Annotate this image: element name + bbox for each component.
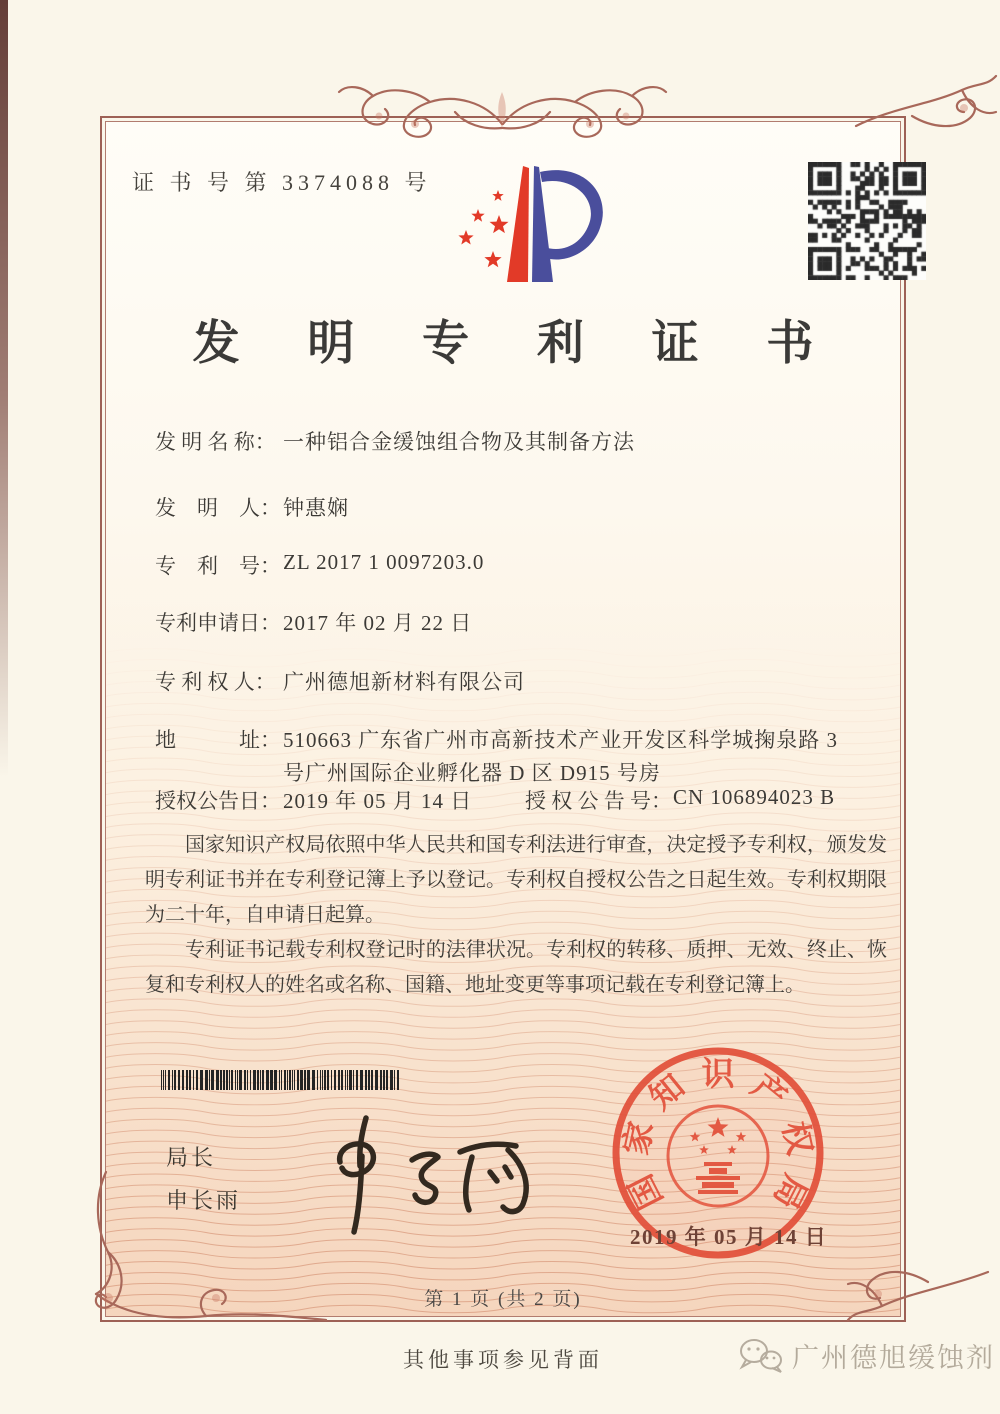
svg-text:国: 国 (623, 1168, 671, 1215)
inventor-label: 发 明 人： (155, 496, 281, 520)
signatory-name: 申长雨 (166, 1188, 242, 1213)
address-line-1: 510663 广东省广州市高新技术产业开发区科学城掬泉路 3 (283, 728, 838, 752)
svg-text:局: 局 (765, 1168, 813, 1215)
inventor-value: 钟惠娴 (283, 496, 349, 520)
certificate-title: 发 明 专 利 证 书 (192, 318, 842, 370)
seal-date: 2019 年 05 月 14 日 (630, 1225, 828, 1249)
svg-text:识: 识 (701, 1057, 735, 1093)
address-label: 地 址： (155, 728, 281, 752)
field-invention-name (155, 426, 635, 456)
logo-red-wedge (507, 166, 529, 282)
watermark-block (738, 1336, 995, 1375)
legal-paragraph-1: 国家知识产权局依照中华人民共和国专利法进行审查，决定授予专利权，颁发发明专利证书并在专利登记簿上予以登记。专利权自授权公告之日起生效。专利权期限为二十年，自申请日起算。 (145, 834, 887, 926)
grant-date-value: 2019 年 05 月 14 日 (283, 789, 473, 813)
commissioner-signature (300, 1108, 550, 1243)
patent-number-label: 专 利 号： (155, 554, 281, 578)
grant-number-label: 授 权 公 告 号： (525, 789, 672, 813)
filing-date-label: 专利申请日： (155, 611, 281, 635)
svg-text:家: 家 (618, 1118, 661, 1159)
grant-number-value: CN 106894023 B (673, 785, 836, 809)
qr-code (808, 162, 926, 280)
svg-text:知: 知 (643, 1068, 692, 1118)
filing-date-value: 2017 年 02 月 22 日 (283, 611, 473, 635)
legal-paragraph-2: 专利证书记载专利权登记时的法律状况。专利权的转移、质押、无效、终止、恢复和专利权人的姓名或名称、国籍、地址变更等事项记载在专利登记簿上。 (145, 939, 887, 996)
field-grant-date (155, 785, 472, 815)
logo-blue-wedge (532, 166, 553, 282)
field-patent-number (155, 550, 484, 580)
legal-text (145, 828, 887, 1003)
patent-number-value: ZL 2017 1 0097203.0 (283, 550, 485, 574)
field-address (155, 724, 843, 790)
page-number: 第 1 页 (共 2 页) (424, 1289, 582, 1310)
svg-text:权: 权 (775, 1118, 818, 1159)
back-side-note: 其他事项参见背面 (403, 1348, 603, 1372)
invention-name-value: 一种铝合金缓蚀组合物及其制备方法 (283, 430, 635, 454)
address-line-2: 号广州国际企业孵化器 D 区 D915 号房 (283, 761, 661, 785)
grant-date-label: 授权公告日： (155, 789, 281, 813)
patent-office-logo-icon (450, 160, 610, 295)
watermark-text: 广州德旭缓蚀剂 (792, 1343, 995, 1373)
patentee-value: 广州德旭新材料有限公司 (283, 670, 525, 694)
patentee-label: 专 利 权 人： (155, 670, 276, 694)
logo-p-bowl (540, 170, 603, 259)
invention-name-label: 发 明 名 称： (155, 430, 276, 454)
field-grant-number (525, 785, 835, 815)
field-patentee (155, 666, 525, 696)
svg-text:产: 产 (744, 1068, 793, 1118)
address-value (283, 724, 843, 790)
certificate-number: 证 书 号 第 3374088 号 (132, 170, 432, 195)
field-inventor (155, 492, 349, 522)
signatory-title: 局长 (166, 1145, 217, 1170)
barcode (160, 1070, 403, 1090)
wechat-icon (738, 1337, 784, 1375)
field-filing-date (155, 607, 472, 637)
